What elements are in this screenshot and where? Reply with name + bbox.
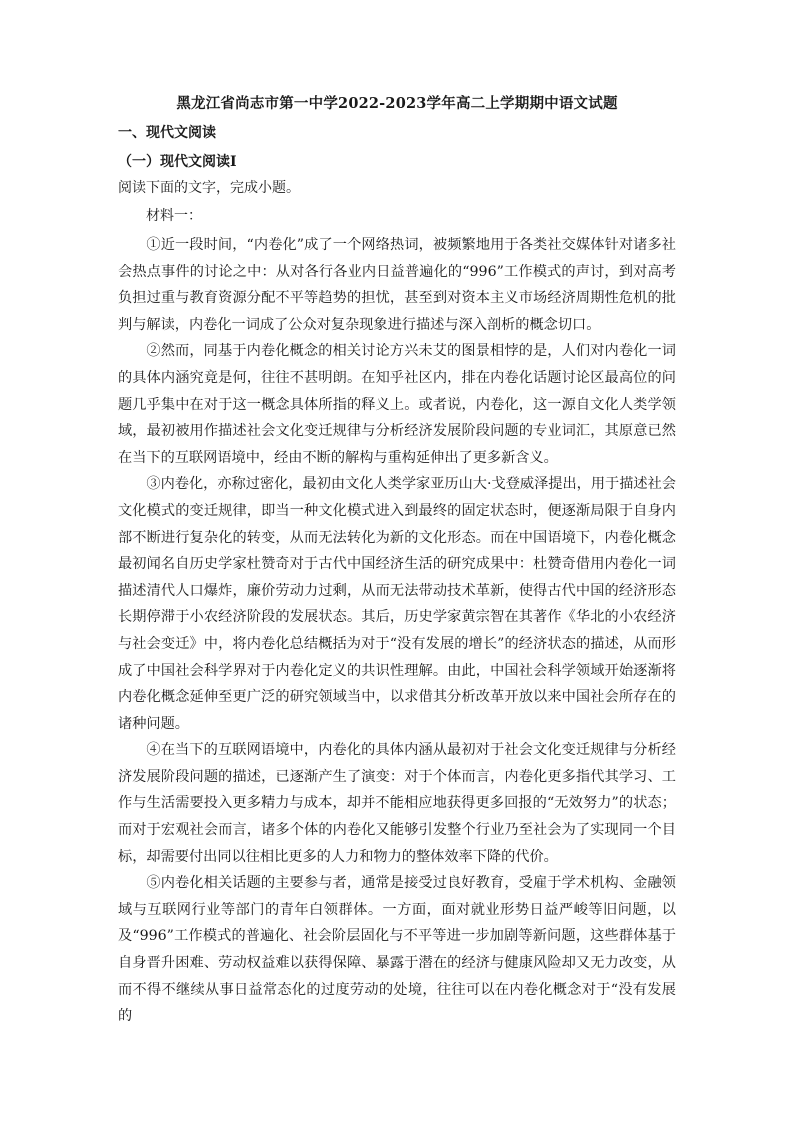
article-body bbox=[118, 232, 676, 1030]
paragraph-1: ①近一段时间，“内卷化”成了一个网络热词，被频繁地用于各类社交媒体针对诸多社会热点事件的讨论之中：从对各行各业内日益普遍化的“996”工作模式的声讨，到对高考负担过重与教育资源分配不平等趋势的担忧，甚至到对资本主义市场经济周期性危机的批判与解读，内卷化一词成了公众对复杂现象进行描述与深入剖析的概念切口。 bbox=[118, 237, 676, 333]
document-title: 黑龙江省尚志市第一中学2022-2023学年高二上学期期中语文试题 bbox=[176, 95, 618, 112]
paragraph-4: ④在当下的互联网语境中，内卷化的具体内涵从最初对于社会文化变迁规律与分析经济发展阶段问题的描述，已逐渐产生了演变：对于个体而言，内卷化更多指代其学习、工作与生活需要投入更多精力与成本，却并不能相应地获得更多回报的“无效努力”的状态；而对于宏观社会而言，诸多个体的内卷化又能够引发整个行业乃至社会为了实现同一个目标，却需要付出同以往相比更多的人力和物力的整体效率下降的代价。 bbox=[118, 742, 676, 865]
reading-instruction: 阅读下面的文字，完成小题。 bbox=[118, 180, 300, 196]
material-label: 材料一： bbox=[146, 208, 202, 224]
subsection-heading: （一）现代文阅读Ⅰ bbox=[118, 154, 237, 170]
paragraph-3: ③内卷化，亦称过密化，最初由文化人类学家亚历山大·戈登威泽提出，用于描述社会文化模式的变迁规律，即当一种文化模式进入到最终的固定状态时，便逐渐局限于自身内部不断进行复杂化的转变，从而无法转化为新的文化形态。而在中国语境下，内卷化概念最初闻名自历史学家杜赞奇对于古代中国经济生活的研究成果中：杜赞奇借用内卷化一词描述清代人口爆炸，廉价劳动力过剩，从而无法带动技术革新，使得古代中国的经济形态长期停滞于小农经济阶段的发展状态。其后，历史学家黄宗智在其著作《华北的小农经济与社会变迁》中，将内卷化总结概括为对于“没有发展的增长”的经济状态的描述，从而形成了中国社会科学界对于内卷化定义的共识性理解。由此，中国社会科学领域开始逐渐将内卷化概念延伸至更广泛的研究领域当中，以求借其分析改革开放以来中国社会所存在的诸种问题。 bbox=[118, 476, 676, 732]
paragraph-2: ②然而，同基于内卷化概念的相关讨论方兴未艾的图景相悖的是，人们对内卷化一词的具体内涵究竟是何，往往不甚明朗。在知乎社区内，排在内卷化话题讨论区最高位的问题几乎集中在对于这一概念具体所指的释义上。或者说，内卷化，这一源自文化人类学领域，最初被用作描述社会文化变迁规律与分析经济发展阶段问题的专业词汇，其原意已然在当下的互联网语境中，经由不断的解构与重构延伸出了更多新含义。 bbox=[118, 343, 676, 466]
paragraph-5: ⑤内卷化相关话题的主要参与者，通常是接受过良好教育，受雇于学术机构、金融领域与互联网行业等部门的青年白领群体。一方面，面对就业形势日益严峻等旧问题，以及“996”工作模式的普遍化、社会阶层固化与不平等进一步加剧等新问题，这些群体基于自身晋升困难、劳动权益难以获得保障、暴露于潜在的经济与健康风险却又无力改变，从而不得不继续从事日益常态化的过度劳动的处境，往往可以在内卷化概念对于“没有发展的 bbox=[118, 875, 676, 1025]
section-heading: 一、现代文阅读 bbox=[118, 125, 216, 141]
